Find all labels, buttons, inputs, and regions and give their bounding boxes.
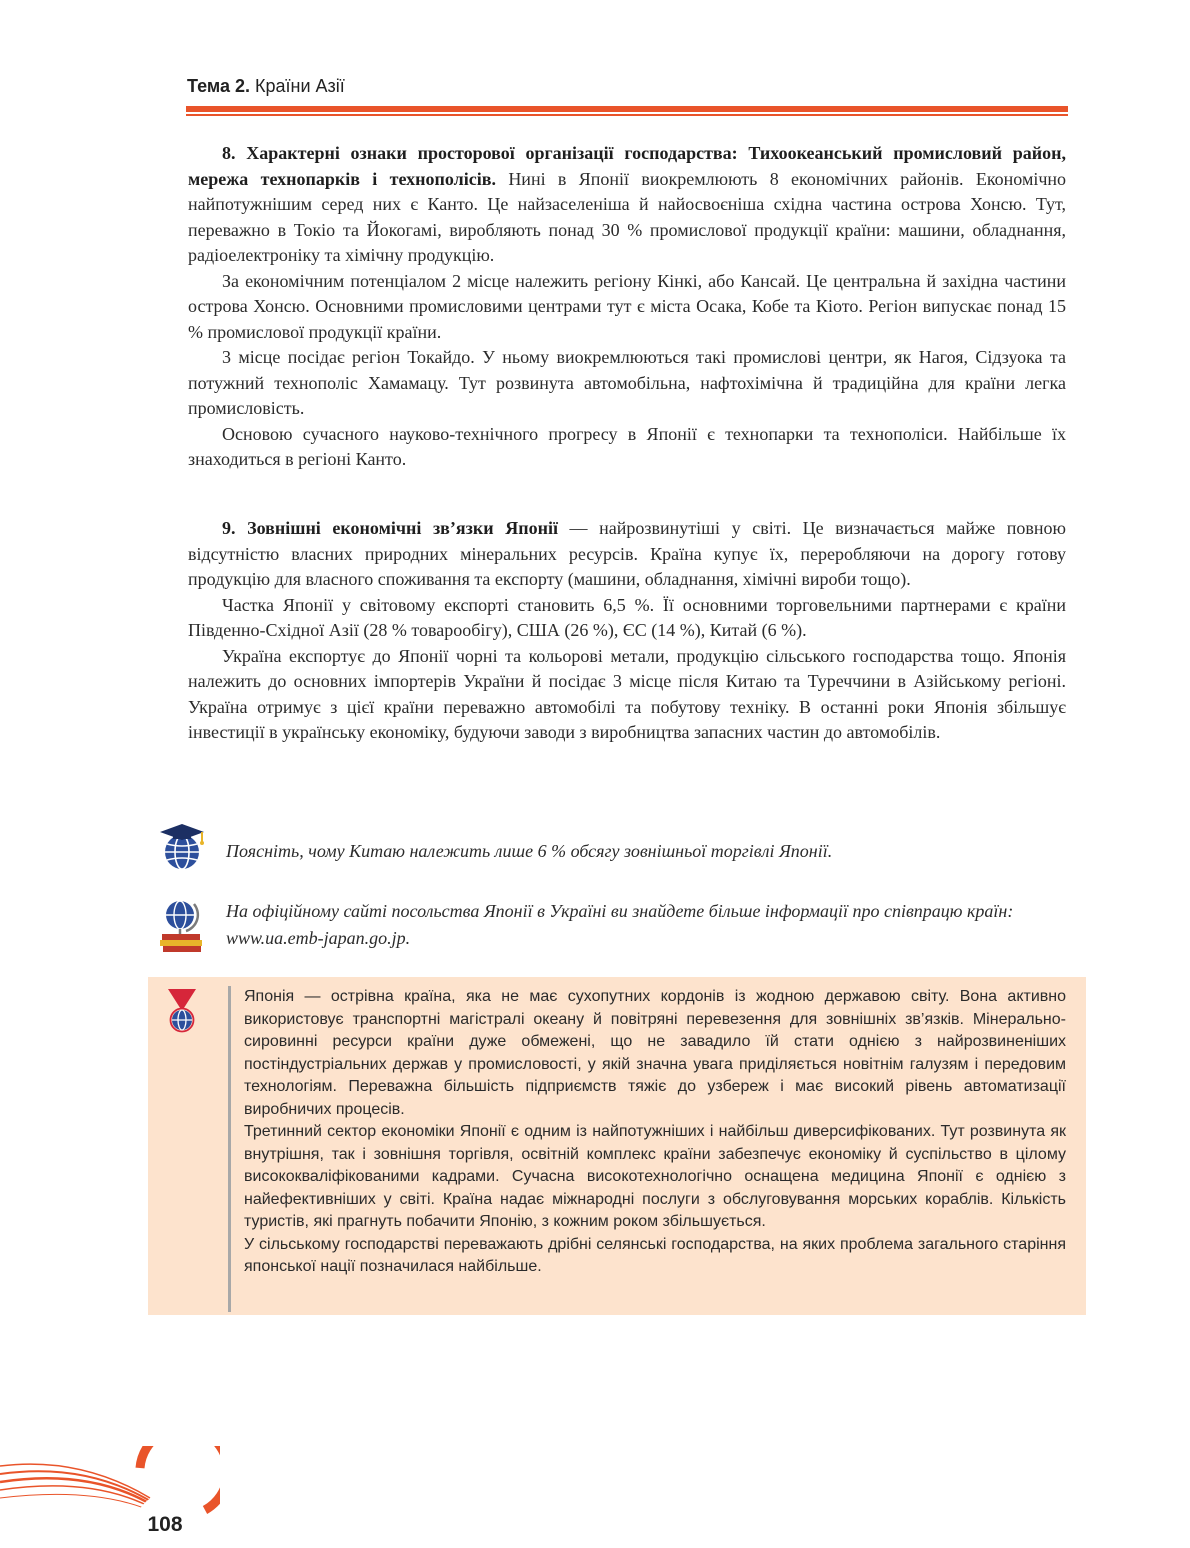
topic-title: Країни Азії: [255, 76, 345, 96]
section-8-text: Нині в Японії виокремлюють 8 економічних районів. Економічно найпотужнішим серед них є Канто. Це найзаселеніша й найосвоєніша східна частина острова Хонсю. Тут, переважно в Токіо та Йокогамі, виробляють понад 30 % промислової продукції країни: машини, обладнання, радіоелектроніку та хімічну продукцію.: [188, 168, 1067, 265]
section-9: [188, 516, 1066, 746]
section-8: [188, 141, 1066, 473]
website-note: На офіційному сайті посольства Японії в Україні ви знайдете більше інформації про співпрацю країн: www.ua.emb-japan.go.jp.: [226, 901, 1014, 948]
section-8-paragraph-4: Основою сучасного науково-технічного прогресу в Японії є технопарки та технополіси. Найбільше їх знаходиться в регіоні Канто.: [188, 423, 1066, 469]
summary-paragraph-3: У сільському господарстві переважають дрібні селянські господарства, на яких проблема загального старіння японської нації позначилася найбільше.: [244, 1235, 1066, 1275]
header-rule: [186, 106, 1068, 112]
graduation-cap-globe-icon: [156, 820, 208, 877]
section-9-paragraph: [188, 516, 1066, 593]
summary-paragraph-2: Третинний сектор економіки Японії є одним із найпотужніших і найбільш диверсифікованих. Тут розвинута як внутрішня, так і зовнішня торгівля, освітній комплекс країни забезпечує економіку й суспільство в цілому висококваліфікованими кадрами. Сучасна високотехнологічно оснащена медицина Японії є однією з найефективніших у світі. Країна надає міжнародні послуги з обслуговування морських кораблів. Кількість туристів, які прагнуть побачити Японію, з кожним роком збільшується.: [244, 1123, 1066, 1230]
header-rule-thin: [186, 114, 1068, 116]
globe-books-icon: [156, 898, 208, 959]
section-8-paragraph-2: За економічним потенціалом 2 місце належить регіону Кінкі, або Кансай. Це центральна й західна частини острова Хонсю. Основними промисловими центрами тут є міста Осака, Кобе та Кіото. Регіон випускає понад 15 % промислової продукції країни.: [188, 270, 1066, 342]
section-8-paragraph-3: 3 місце посідає регіон Токайдо. У ньому виокремлюються такі промислові центри, як Нагоя, Сідзуока та потужний технополіс Хамамацу. Тут розвинута автомобільна, нафтохімічна й традиційна для країни легка промисловість.: [188, 347, 1066, 418]
page-header: [187, 76, 345, 97]
question-note: Поясніть, чому Китаю належить лише 6 % обсягу зовнішньої торгівлі Японії.: [226, 841, 833, 861]
section-9-text: — найрозвинутіші у світі. Це визначається майже повною відсутністю власних природних мінеральних ресурсів. Країна купує їх, переробляючи на дорогу готову продукцію для власного споживання та експорту (машини, обладнання, хімічні вироби тощо).: [188, 518, 1066, 589]
section-9-paragraph-3: Україна експортує до Японії чорні та кольорові метали, продукцію сільського господарства тощо. Японія належить до основних імпортерів України й посідає 3 місце після Китаю та Туреччини в Азійському регіоні. Україна отримує з цієї країни переважно автомобілі та побутову техніку. В останні роки Японія збільшує інвестиції в українську економіку, будуючи заводи з виробництва запасних частин до автомобілів.: [188, 645, 1066, 742]
page-number: 108: [147, 1513, 183, 1536]
section-9-heading: 9. Зовнішні економічні зв’язки Японії: [222, 518, 558, 538]
summary-paragraph-1: Японія — острівна країна, яка не має сухопутних кордонів із жодною державою світу. Вона активно використовує транспортні магістралі океану й повітряні перевезення для зовнішніх зв’язків. Мінерально-сировинні ресурси країни дуже обмежені, що не завадило їй стати однією з найрозвиненіших постіндустріальних держав у промисловості, у якій значна увага приділяється новітнім галузям і передовим технологіям. Переважна більшість підприємств тяжіє до узбереж і має високий рівень автоматизації виробничих процесів.: [244, 988, 1066, 1118]
medal-icon: [166, 987, 198, 1038]
section-8-paragraph: [188, 141, 1066, 269]
section-9-paragraph-2: Частка Японії у світовому експорті становить 6,5 %. Її основними торговельними партнерами є країни Південно-Східної Азії (28 % товарообігу), США (26 %), ЄС (14 %), Китай (6 %).: [188, 594, 1066, 640]
summary-text: [244, 986, 1066, 1279]
summary-box-divider: [228, 986, 231, 1312]
section-8-heading: 8. Характерні ознаки просторової організації господарства: Тихоокеанський промисловий район, мережа технопарків і технополісів.: [188, 143, 1066, 189]
topic-label: Тема 2.: [187, 76, 250, 96]
